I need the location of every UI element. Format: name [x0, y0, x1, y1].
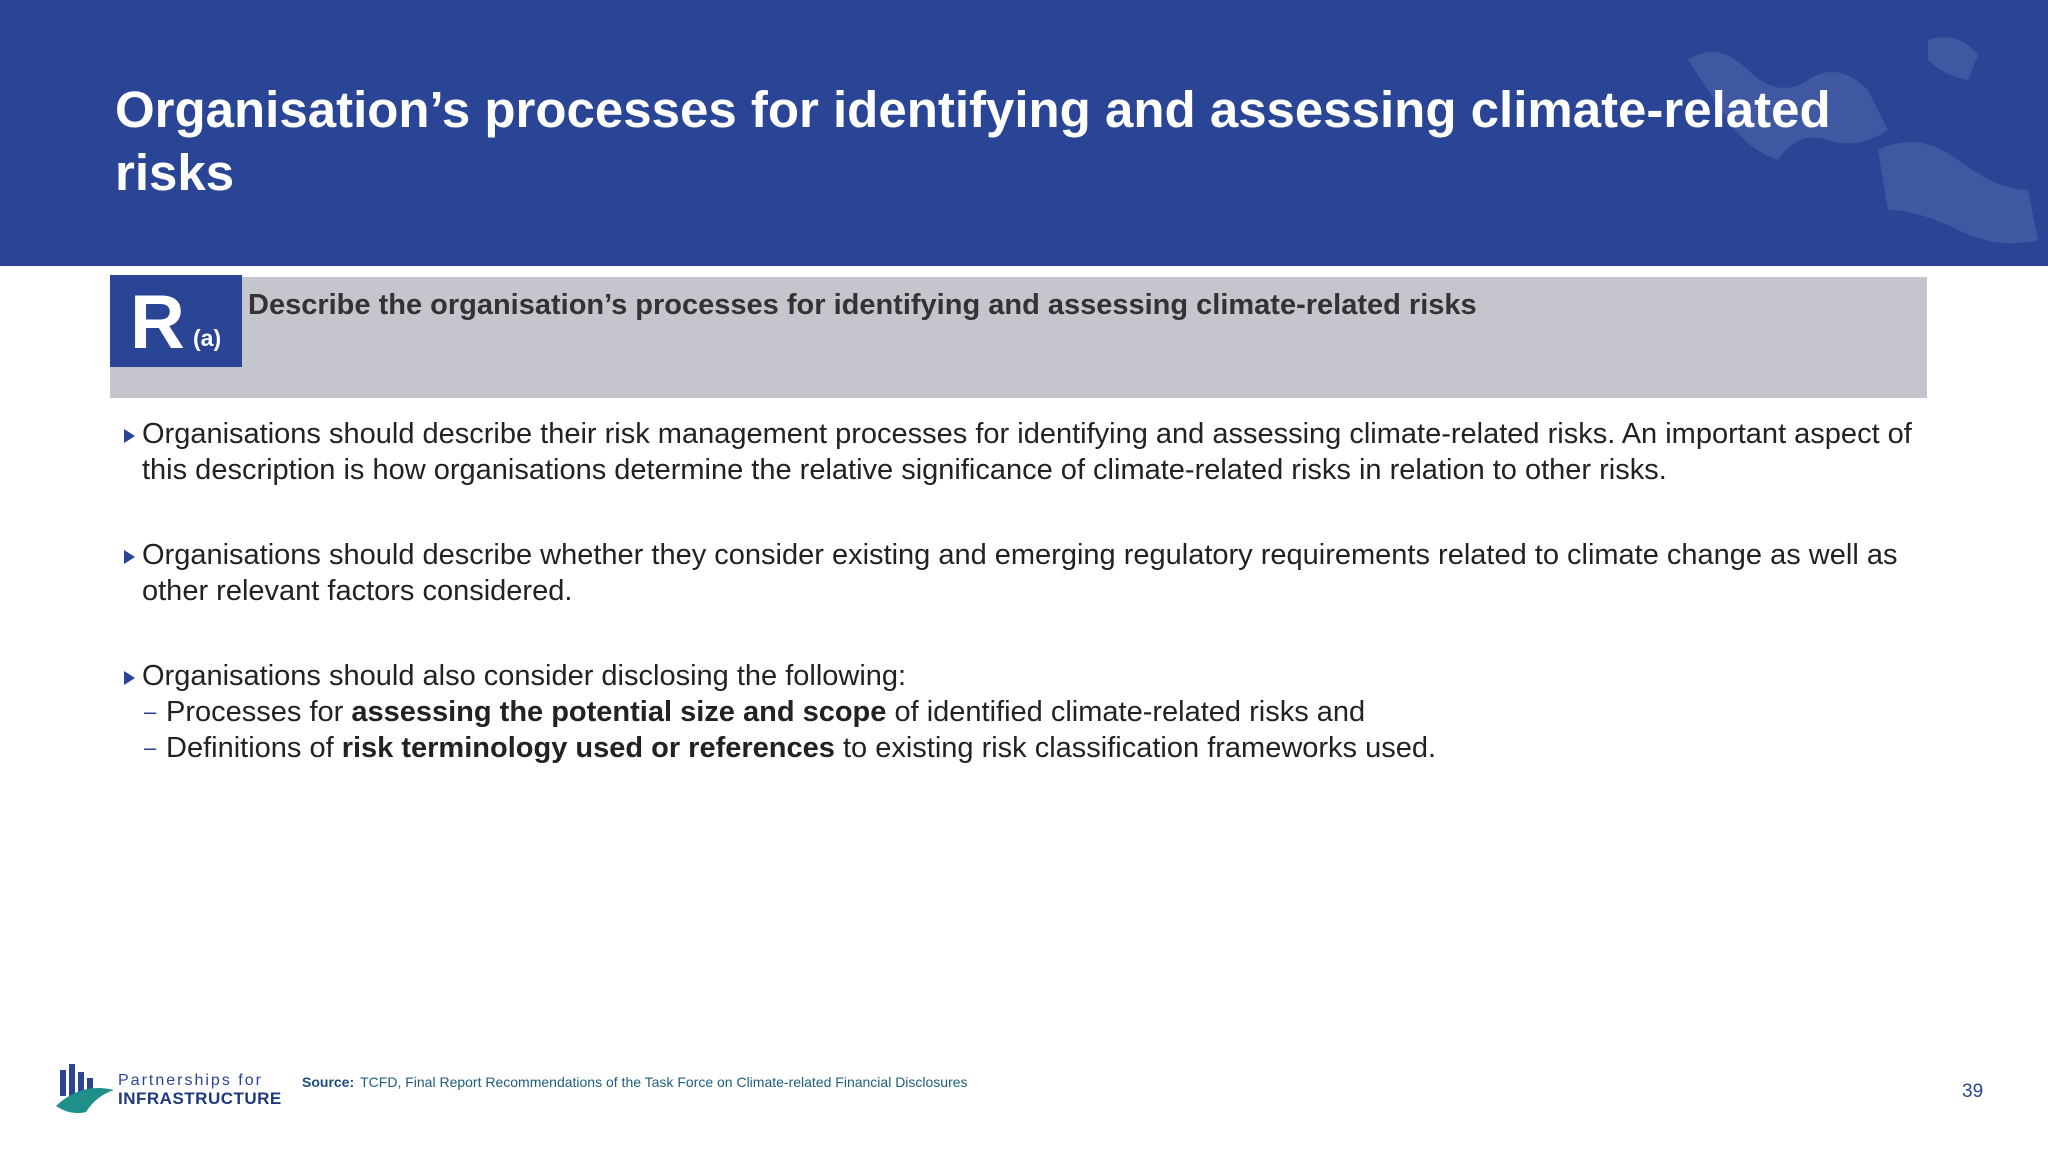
source-citation — [302, 1074, 968, 1090]
header-banner — [0, 0, 2048, 266]
sub-list-item: – Definitions of risk terminology used or references to existing risk classification frameworks used. — [144, 732, 1437, 764]
source-label: Source: — [302, 1074, 355, 1090]
emphasis-text: assessing the potential size and scope — [351, 696, 887, 728]
bullet-text: Organisations should describe whether they consider existing and emerging regulatory requirements related to climate change as well as other relevant factors considered. — [142, 539, 1898, 607]
bullet-arrow-icon — [124, 429, 135, 443]
logo-text: INFRASTRUCTURE — [118, 1089, 282, 1108]
bullet-list — [124, 416, 1934, 815]
sub-list-item: – Processes for assessing the potential size and scope of identified climate-related risks and — [144, 696, 1366, 728]
bullet-text: Organisations should also consider disclosing the following: — [142, 660, 907, 692]
badge-letter: R — [130, 280, 185, 365]
page-title: Organisation’s processes for identifying and assessing climate-related risks — [115, 81, 1831, 201]
list-item — [124, 537, 1934, 609]
bullet-arrow-icon — [124, 550, 135, 564]
dash-icon: – — [144, 735, 157, 760]
logo-text: Partnerships for — [118, 1072, 263, 1089]
section-heading: Describe the organisation’s processes for identifying and assessing climate-related risks — [248, 289, 1477, 321]
badge-sub: (a) — [193, 325, 222, 351]
list-item — [124, 416, 1934, 488]
bullet-text: Organisations should describe their risk management processes for identifying and assessing climate-related risks. An important aspect of this description is how organisations determine the relative significance of climate-related risks in relation to other risks. — [142, 418, 1912, 486]
page-number: 39 — [1962, 1081, 1984, 1102]
section-badge — [110, 275, 242, 367]
bullet-arrow-icon — [124, 671, 135, 685]
dash-icon: – — [144, 699, 157, 724]
source-text: TCFD, Final Report Recommendations of the Task Force on Climate-related Financial Disclosures — [360, 1074, 968, 1090]
emphasis-text: risk terminology used or references — [341, 732, 835, 764]
list-item — [124, 658, 1934, 766]
